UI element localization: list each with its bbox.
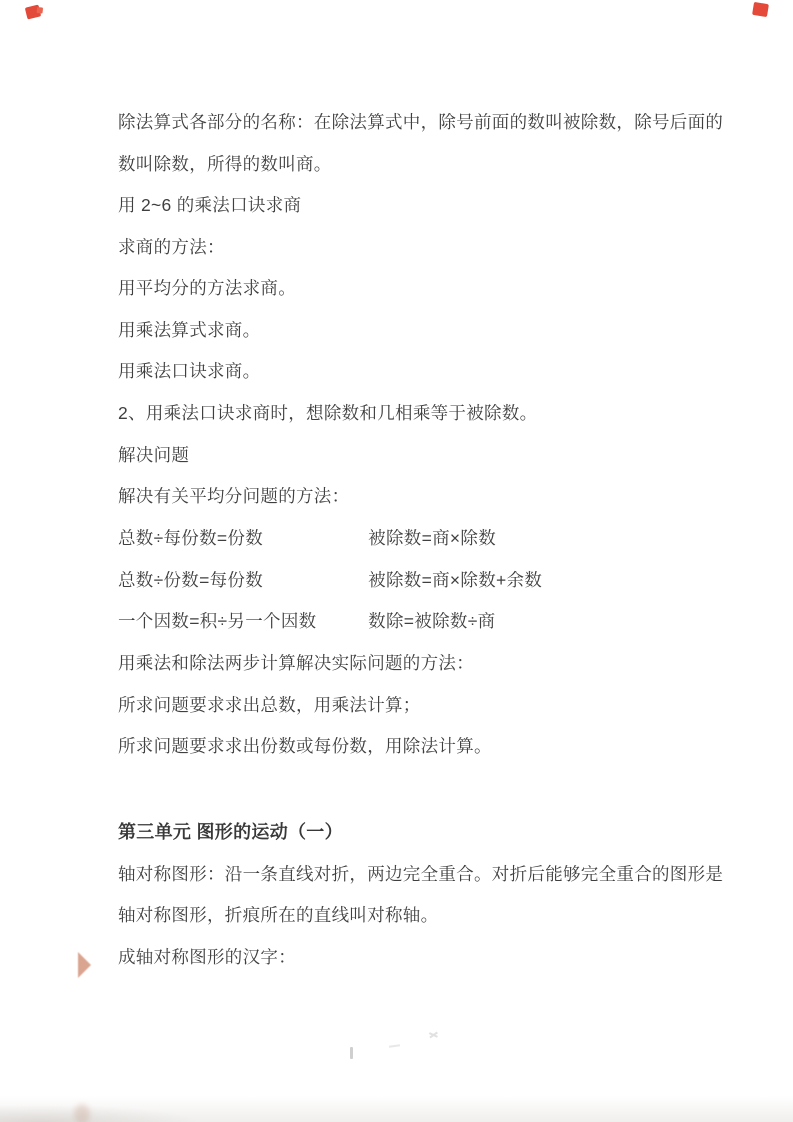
text-line-division-names-1: 除法算式各部分的名称：在除法算式中，除号前面的数叫被除数，除号后面的 [118, 112, 724, 132]
formula-right-1: 被除数=商×除数 [368, 528, 497, 548]
formula-row-2 [118, 568, 542, 592]
formula-left-3: 一个因数=积÷另一个因数 [118, 611, 317, 631]
section3-heading: 第三单元 图形的运动（一） [118, 822, 343, 842]
formula-row-1 [118, 526, 496, 550]
red-scan-mark-top-left-icon [25, 4, 41, 19]
text-line-symmetric-characters: 成轴对称图形的汉字： [118, 947, 296, 967]
faint-star-smudge [429, 1030, 438, 1039]
text-line-solve-problems-title: 解决问题 [118, 445, 190, 465]
text-line-two-step-method-title: 用乘法和除法两步计算解决实际问题的方法： [118, 653, 474, 673]
text-line-quotient-methods-title: 求商的方法： [118, 237, 225, 257]
scan-bottom-shadow [0, 1096, 793, 1122]
text-line-total-use-mult: 所求问题要求求出总数，用乘法计算； [118, 695, 421, 715]
text-line-axial-symmetry-2: 轴对称图形，折痕所在的直线叫对称轴。 [118, 905, 439, 925]
formula-right-2: 被除数=商×除数+余数 [368, 570, 543, 590]
text-line-method-average: 用平均分的方法求商。 [118, 278, 296, 298]
text-line-use-2-6-kouju: 用 2~6 的乘法口诀求商 [118, 195, 302, 215]
text-line-axial-symmetry-1: 轴对称图形：沿一条直线对折，两边完全重合。对折后能够完全重合的图形是 [118, 864, 724, 884]
text-line-point-2: 2、用乘法口诀求商时，想除数和几相乘等于被除数。 [118, 403, 538, 423]
formula-right-3: 数除=被除数÷商 [368, 611, 496, 631]
text-line-division-names-2: 数叫除数，所得的数叫商。 [118, 154, 332, 174]
formula-left-1: 总数÷每份数=份数 [118, 528, 264, 548]
faint-tick-smudge [350, 1047, 353, 1059]
text-line-shares-use-division: 所求问题要求求出份数或每份数，用除法计算。 [118, 736, 492, 756]
salmon-arrow-mark-icon [78, 952, 91, 978]
bottom-left-pink-smudge [74, 1104, 90, 1122]
formula-left-2: 总数÷份数=每份数 [118, 570, 264, 590]
text-line-method-mult-kouju: 用乘法口诀求商。 [118, 361, 261, 381]
scan-bottom-left-shadow [0, 1104, 200, 1122]
formula-row-3 [118, 609, 495, 633]
text-line-method-mult-expression: 用乘法算式求商。 [118, 320, 261, 340]
red-scan-mark-top-right-icon [752, 2, 769, 17]
faint-dash-smudge [389, 1044, 400, 1048]
text-line-average-problems-method: 解决有关平均分问题的方法： [118, 486, 350, 506]
